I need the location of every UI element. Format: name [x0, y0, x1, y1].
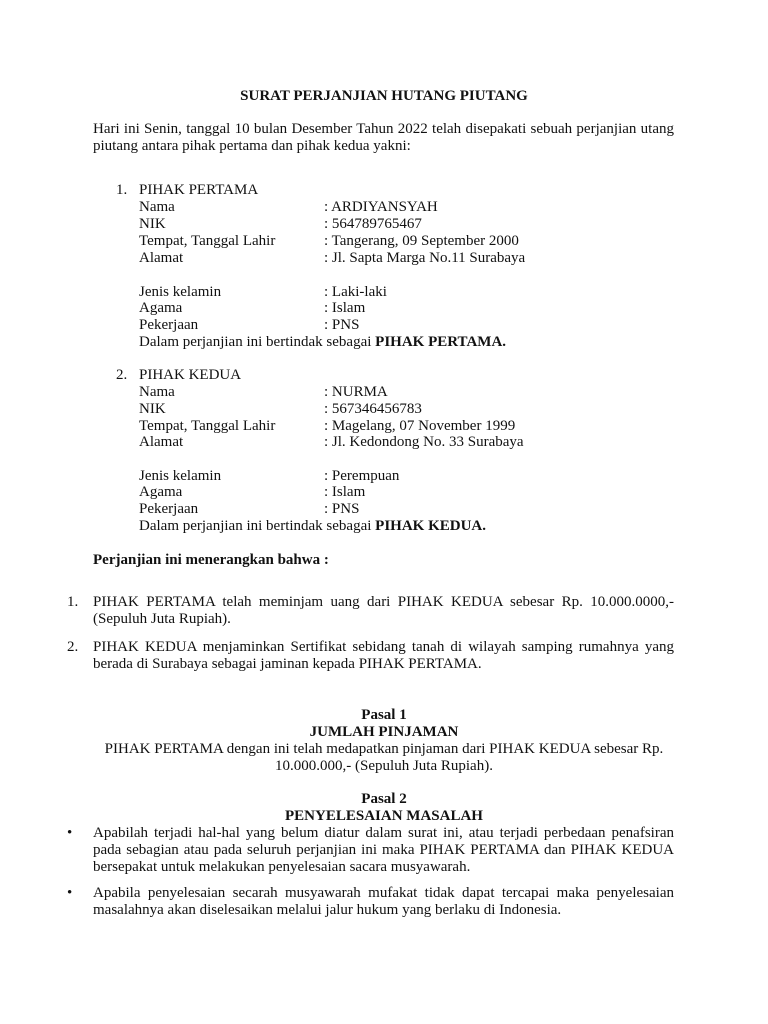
bullet-text: Apabilah terjadi hal-hal yang belum diatur dalam surat ini, atau terjadi perbedaan penafsiran pada sebagian atau pada seluruh perjanjian ini maka PIHAK PERTAMA dan PIHAK KEDUA bersepakat untuk melakukan penyelesaian sacara musyawarah. — [93, 825, 674, 875]
party1-row-alamat — [139, 250, 525, 267]
party1-row-pekerjaan — [139, 317, 359, 334]
field-label: Alamat — [139, 434, 184, 450]
field-value: : Jl. Kedondong No. 33 Surabaya — [324, 434, 524, 450]
field-label: Nama — [139, 199, 175, 215]
field-value: : Jl. Sapta Marga No.11 Surabaya — [324, 250, 526, 266]
pasal2-bullet-item — [67, 885, 674, 919]
pasal2-heading: PENYELESAIAN MASALAH — [285, 808, 483, 824]
statement-heading: Perjanjian ini menerangkan bahwa : — [93, 552, 329, 568]
pasal1-text: PIHAK PERTAMA dengan ini telah medapatkan pinjaman dari PIHAK KEDUA sebesar Rp. 10.000.000,- (Sepuluh Juta Rupiah). — [104, 741, 664, 774]
intro-paragraph: Hari ini Senin, tanggal 10 bulan Desember Tahun 2022 telah disepakati sebuah perjanjian utang piutang antara pihak pertama dan pihak kedua yakni: — [93, 121, 674, 154]
party2-acting-line — [139, 518, 486, 535]
acting-role: PIHAK PERTAMA. — [375, 334, 507, 350]
statement-text: PIHAK KEDUA menjaminkan Sertifikat sebidang tanah di wilayah samping rumahnya yang berada di Surabaya sebagai jaminan kepada PIHAK PERTAMA. — [93, 639, 674, 672]
party1-acting-line — [139, 334, 506, 351]
field-label: Agama — [139, 300, 183, 316]
pasal1-heading: JUMLAH PINJAMAN — [309, 724, 459, 740]
party2-row-ttl — [139, 418, 515, 435]
acting-prefix: Dalam perjanjian ini bertindak sebagai — [139, 518, 376, 534]
field-label: Pekerjaan — [139, 501, 199, 517]
field-value: : Magelang, 07 November 1999 — [324, 418, 516, 434]
field-value: : Laki-laki — [324, 284, 387, 300]
pasal1-label: Pasal 1 — [361, 707, 407, 723]
acting-role: PIHAK KEDUA. — [375, 518, 487, 534]
field-label: Nama — [139, 384, 175, 400]
bullet-icon: • — [67, 885, 73, 901]
party2-row-pekerjaan — [139, 501, 359, 518]
field-label: NIK — [139, 401, 166, 417]
party2-row-alamat — [139, 434, 524, 451]
statement-item — [67, 594, 674, 628]
statement-number: 1. — [67, 594, 79, 610]
field-value: : 567346456783 — [324, 401, 422, 417]
field-label: NIK — [139, 216, 166, 232]
field-value: : NURMA — [324, 384, 388, 400]
party1-title: PIHAK PERTAMA — [139, 182, 259, 198]
field-value: : Islam — [324, 300, 366, 316]
party1-row-nama — [139, 199, 438, 216]
field-value: : PNS — [324, 317, 360, 333]
field-label: Alamat — [139, 250, 184, 266]
field-label: Jenis kelamin — [139, 284, 222, 300]
party2-row-nik — [139, 401, 422, 418]
party1-row-ttl — [139, 233, 519, 250]
party2-row-nama — [139, 384, 388, 401]
field-label: Tempat, Tanggal Lahir — [139, 233, 276, 249]
statement-number: 2. — [67, 639, 79, 655]
field-value: : PNS — [324, 501, 360, 517]
party1-row-agama — [139, 300, 365, 317]
pasal2-bullet-item — [67, 825, 674, 876]
bullet-text: Apabila penyelesaian secarah musyawarah mufakat tidak dapat tercapai maka penyelesaian masalahnya akan diselesaikan melalui jalur hukum yang berlaku di Indonesia. — [93, 885, 674, 918]
statement-text: PIHAK PERTAMA telah meminjam uang dari PIHAK KEDUA sebesar Rp. 10.000.0000,- (Sepuluh Juta Rupiah). — [93, 594, 674, 627]
statement-item — [67, 639, 674, 673]
field-label: Tempat, Tanggal Lahir — [139, 418, 276, 434]
party2-number: 2. — [116, 367, 128, 383]
field-label: Jenis kelamin — [139, 468, 222, 484]
party1-heading — [116, 182, 258, 199]
party1-row-jenis-kelamin — [139, 284, 387, 301]
party1-row-nik — [139, 216, 422, 233]
field-label: Pekerjaan — [139, 317, 199, 333]
party1-number: 1. — [116, 182, 128, 198]
pasal2-label: Pasal 2 — [361, 791, 407, 807]
field-value: : 564789765467 — [324, 216, 422, 232]
party2-title: PIHAK KEDUA — [139, 367, 242, 383]
party2-row-jenis-kelamin — [139, 468, 399, 485]
field-value: : Perempuan — [324, 468, 400, 484]
party2-heading — [116, 367, 241, 384]
document-title: SURAT PERJANJIAN HUTANG PIUTANG — [240, 88, 528, 104]
acting-prefix: Dalam perjanjian ini bertindak sebagai — [139, 334, 376, 350]
field-value: : Tangerang, 09 September 2000 — [324, 233, 519, 249]
bullet-icon: • — [67, 825, 73, 841]
field-label: Agama — [139, 484, 183, 500]
party2-row-agama — [139, 484, 365, 501]
field-value: : Islam — [324, 484, 366, 500]
field-value: : ARDIYANSYAH — [324, 199, 438, 215]
